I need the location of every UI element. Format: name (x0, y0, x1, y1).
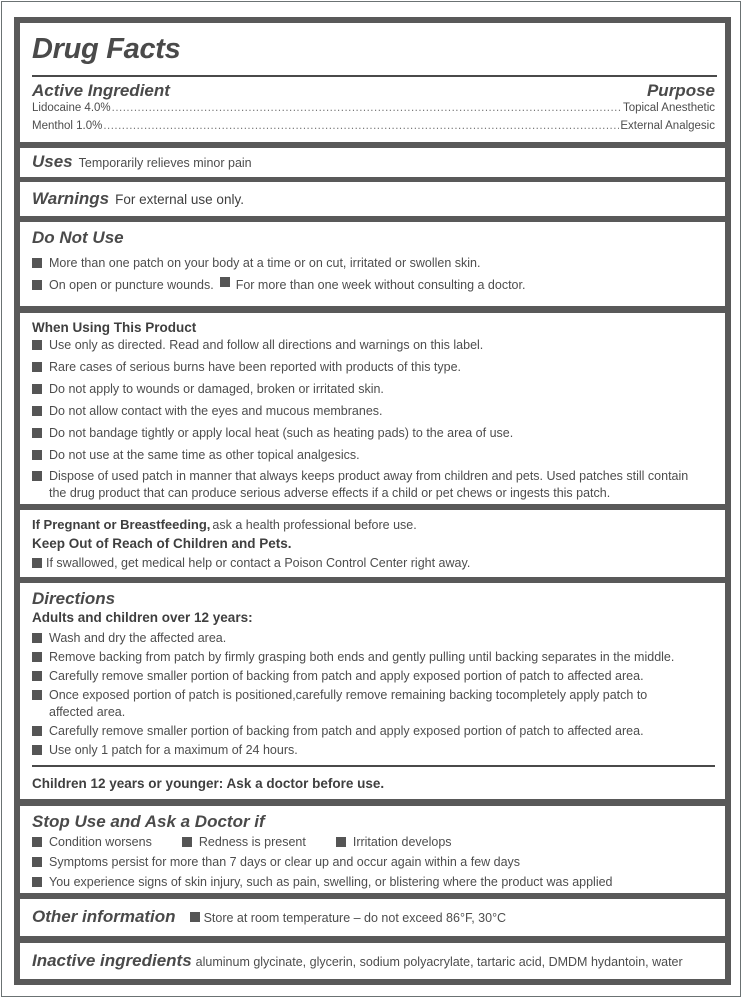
list-item: On open or puncture wounds. For more than one week without consulting a doctor. (32, 277, 715, 294)
list-item: Remove backing from patch by firmly grasping both ends and gently pulling until backing separates in the middle. (32, 649, 715, 666)
active-ingredient-heading: Active Ingredient (32, 81, 170, 100)
list-item: More than one patch on your body at a time or on cut, irritated or swollen skin. (32, 255, 715, 272)
list-item: Symptoms persist for more than 7 days or clear up and occur again within a few days (32, 854, 715, 871)
ingredient-row (32, 120, 715, 132)
active-ingredient-header (32, 81, 715, 101)
warnings-heading: Warnings (32, 189, 110, 208)
page-title: Drug Facts (32, 33, 181, 65)
section-directions (20, 583, 725, 799)
section-stop-use (20, 806, 725, 893)
section-when-using (20, 313, 725, 504)
ingredient-row (32, 102, 715, 114)
dot-leader (103, 120, 619, 132)
other-info-heading: Other information (32, 907, 176, 926)
children-note: Children 12 years or younger: Ask a doctor before use. (32, 776, 385, 791)
list-item: Do not apply to wounds or damaged, broken or irritated skin. (32, 381, 715, 398)
other-info-line (32, 907, 506, 927)
uses-heading: Uses (32, 152, 73, 171)
inactive-heading: Inactive ingredients (32, 951, 192, 970)
warnings-text: For external use only. (115, 192, 244, 207)
adults-heading: Adults and children over 12 years: (32, 610, 253, 625)
pregnant-text: ask a health professional before use. (212, 518, 417, 532)
inactive-line (32, 951, 683, 971)
stop-use-heading: Stop Use and Ask a Doctor if (32, 812, 265, 831)
bullet-square-icon (32, 877, 42, 887)
list-item: Wash and dry the affected area. (32, 630, 715, 647)
bullet-square-icon (32, 406, 42, 416)
list-item: Once exposed portion of patch is positioned,carefully remove remaining backing tocompletely apply patch to affected area. (32, 687, 685, 721)
section-pregnancy-warning (20, 510, 725, 577)
bullet-square-icon (32, 384, 42, 394)
bullet-square-icon (220, 277, 230, 287)
bullet-square-icon (32, 340, 42, 350)
bullet-square-icon (182, 837, 192, 847)
other-info-text: Store at room temperature – do not exceed 86°F, 30°C (203, 911, 507, 925)
section-active-ingredient (20, 23, 725, 142)
bullet-square-icon (32, 745, 42, 755)
bullet-square-icon (32, 690, 42, 700)
uses-text: Temporarily relieves minor pain (78, 156, 252, 170)
bullet-square-icon (32, 428, 42, 438)
bullet-square-icon (32, 362, 42, 372)
list-item: You experience signs of skin injury, such as pain, swelling, or blistering where the product was applied (32, 874, 715, 891)
list-item-row: Condition worsens Redness is present Irritation develops (32, 834, 715, 851)
warnings-line (32, 189, 244, 209)
drug-facts-label (14, 17, 731, 985)
bullet-square-icon (32, 471, 42, 481)
bullet-square-icon (32, 837, 42, 847)
do-not-use-heading: Do Not Use (32, 228, 124, 247)
list-item: Do not allow contact with the eyes and mucous membranes. (32, 403, 715, 420)
section-warnings (20, 182, 725, 216)
bullet-square-icon (32, 726, 42, 736)
directions-heading: Directions (32, 589, 116, 608)
inactive-text: aluminum glycinate, glycerin, sodium polyacrylate, tartaric acid, DMDM hydantoin, water (195, 955, 683, 969)
ingredient-purpose: External Analgesic (620, 120, 715, 132)
purpose-heading: Purpose (646, 81, 715, 100)
list-item: Use only as directed. Read and follow all directions and warnings on this label. (32, 337, 715, 354)
when-using-heading: When Using This Product (32, 320, 197, 335)
bullet-square-icon (32, 633, 42, 643)
uses-line (32, 152, 252, 172)
list-item: Dispose of used patch in manner that always keeps product away from children and pets. Used patches still contain the drug product that can produce serious adverse effects if a child or pet chews or ingests this patch. (32, 468, 695, 502)
list-item: Rare cases of serious burns have been reported with products of this type. (32, 359, 715, 376)
directions-divider (32, 765, 715, 767)
bullet-square-icon (32, 652, 42, 662)
section-uses (20, 148, 725, 177)
list-item: Do not use at the same time as other topical analgesics. (32, 447, 715, 464)
ingredient-name: Menthol 1.0% (32, 120, 103, 132)
pregnant-line (32, 517, 417, 532)
title-divider (32, 75, 717, 77)
list-item: Use only 1 patch for a maximum of 24 hours. (32, 742, 715, 759)
bullet-square-icon (32, 558, 42, 568)
bullet-square-icon (32, 450, 42, 460)
section-other-info (20, 899, 725, 936)
dot-leader (112, 102, 622, 114)
bullet-square-icon (32, 280, 42, 290)
list-item: Carefully remove smaller portion of backing from patch and apply exposed portion of patch to affected area. (32, 723, 715, 740)
bullet-square-icon (32, 857, 42, 867)
ingredient-name: Lidocaine 4.0% (32, 102, 111, 114)
list-item: Do not bandage tightly or apply local heat (such as heating pads) to the area of use. (32, 425, 715, 442)
bullet-square-icon (190, 912, 200, 922)
list-item: If swallowed, get medical help or contact a Poison Control Center right away. (32, 555, 715, 572)
keep-out-heading: Keep Out of Reach of Children and Pets. (32, 536, 292, 551)
section-do-not-use (20, 222, 725, 306)
section-inactive-ingredients (20, 943, 725, 979)
bullet-square-icon (32, 258, 42, 268)
bullet-square-icon (336, 837, 346, 847)
bullet-square-icon (32, 671, 42, 681)
ingredient-purpose: Topical Anesthetic (622, 102, 715, 114)
list-item: Carefully remove smaller portion of backing from patch and apply exposed portion of patch to affected area. (32, 668, 715, 685)
pregnant-heading: If Pregnant or Breastfeeding, (32, 517, 211, 532)
